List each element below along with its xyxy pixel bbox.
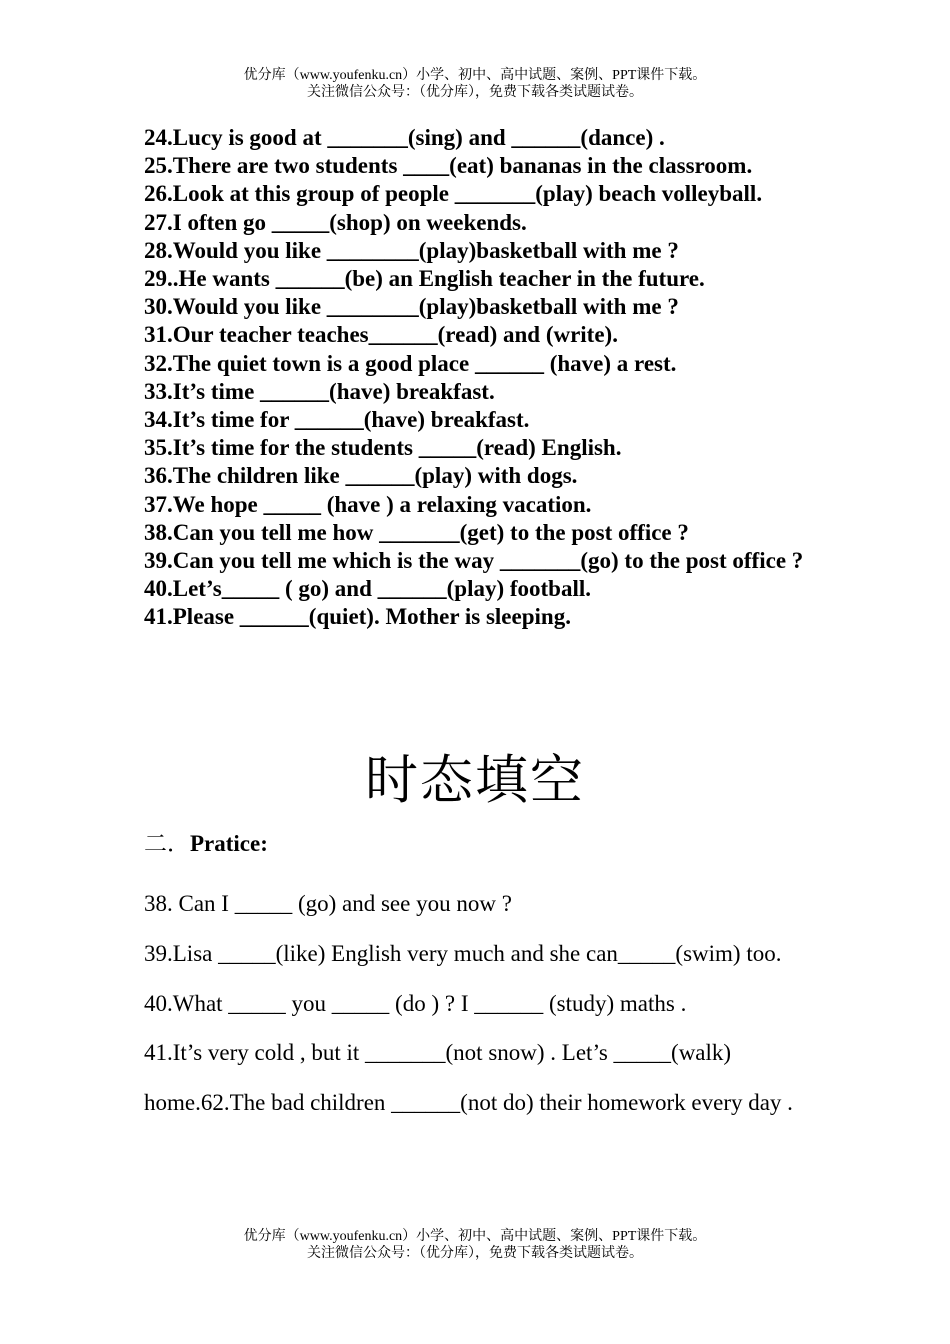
question-item: 36.The children like ______(play) with dogs. <box>144 463 578 489</box>
question-item: 37.We hope _____ (have ) a relaxing vacation. <box>144 491 592 517</box>
practice-question: 39.Lisa _____(like) English very much and she can_____(swim) too. <box>144 940 782 966</box>
question-item: 31.Our teacher teaches______(read) and (write). <box>144 322 618 348</box>
header-line-2: 关注微信公众号：（优分库），免费下载各类试题试卷。 <box>307 85 643 100</box>
practice-question-list <box>144 879 812 1128</box>
question-item: 41.Please ______(quiet). Mother is sleeping. <box>144 604 571 630</box>
question-item: 40.Let’s_____ ( go) and ______(play) football. <box>144 576 592 602</box>
question-item: 30.Would you like ________(play)basketball with me ? <box>144 294 679 320</box>
verb-form-question-list <box>144 124 814 632</box>
question-item: 33.It’s time ______(have) breakfast. <box>144 378 495 404</box>
question-item: 29..He wants ______(be) an English teacher in the future. <box>144 266 705 292</box>
question-item: 32.The quiet town is a good place ______ (have) a rest. <box>144 350 677 376</box>
footer-line-1: 优分库（www.youfenku.cn）小学、初中、高中试题、案例、PPT课件下载。 <box>243 1229 707 1244</box>
question-item: 27.I often go _____(shop) on weekends. <box>144 209 527 235</box>
practice-heading <box>144 829 268 859</box>
practice-question: 40.What _____ you _____ (do ) ? I ______ (study) maths . <box>144 990 687 1016</box>
question-item: 24.Lucy is good at _______(sing) and ______(dance) . <box>144 125 665 150</box>
question-item: 28.Would you like ________(play)basketball with me ? <box>144 237 679 263</box>
question-item: 39.Can you tell me which is the way _______(go) to the post office ? <box>144 548 804 574</box>
question-item: 35.It’s time for the students _____(read) English. <box>144 435 622 461</box>
question-item: 34.It’s time for ______(have) breakfast. <box>144 407 530 433</box>
practice-question: 41.It’s very cold , but it _______(not snow) . Let’s _____(walk) home.62.The bad children ______(not do) their homework every day . <box>144 1040 793 1116</box>
section-title: 时态填空 <box>365 752 585 810</box>
question-item: 26.Look at this group of people _______(play) beach volleyball. <box>144 181 763 207</box>
header-line-1: 优分库（www.youfenku.cn）小学、初中、高中试题、案例、PPT课件下载。 <box>243 68 707 83</box>
question-item: 25.There are two students ____(eat) bananas in the classroom. <box>144 153 753 179</box>
page-header <box>0 67 950 101</box>
practice-question: 38. Can I _____ (go) and see you now ? <box>144 891 512 916</box>
question-item: 38.Can you tell me how _______(get) to the post office ? <box>144 519 689 545</box>
page-footer <box>0 1228 950 1262</box>
practice-label: Pratice: <box>190 831 268 856</box>
practice-number: 二． <box>144 831 190 856</box>
footer-line-2: 关注微信公众号：（优分库），免费下载各类试题试卷。 <box>307 1246 643 1261</box>
